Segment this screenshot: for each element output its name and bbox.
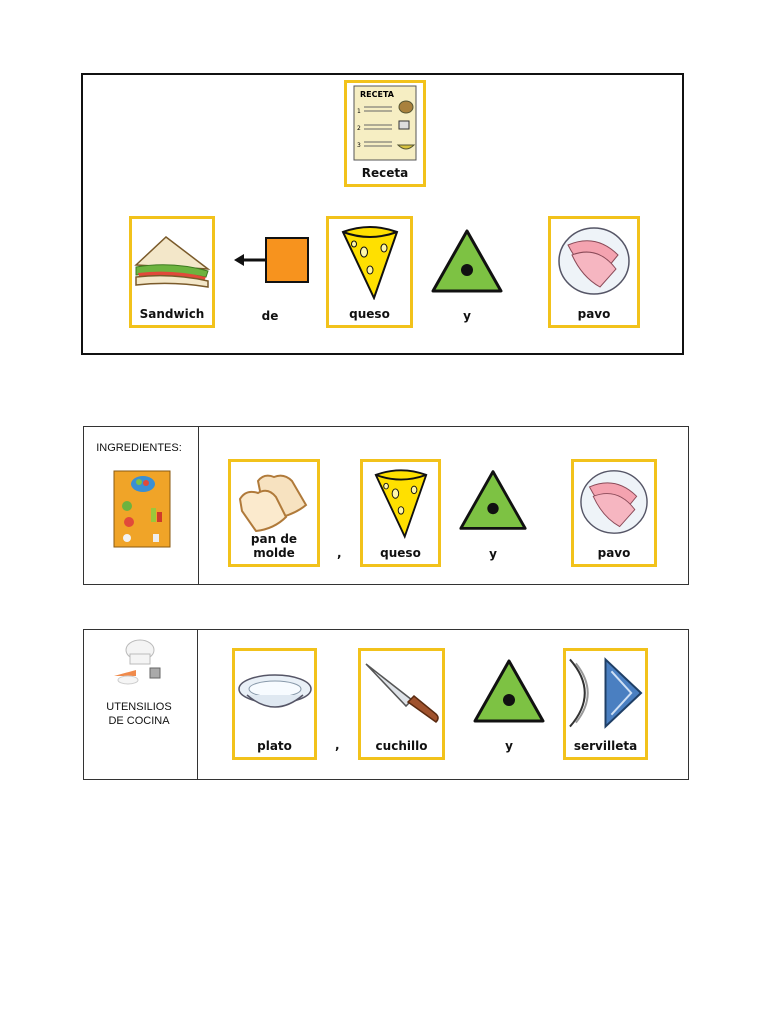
turkey-slices-icon (556, 225, 632, 297)
knife-label: cuchillo (375, 739, 428, 753)
svg-text:3: 3 (357, 141, 361, 149)
cheese-label: queso (349, 307, 390, 321)
turkey-label-ingredients: pavo (597, 546, 631, 560)
knife-icon (362, 660, 442, 726)
sandwich-label: Sandwich (139, 307, 205, 321)
ingredients-comma: , (337, 546, 342, 560)
plate-card (232, 648, 317, 760)
y-label: y (463, 309, 471, 323)
napkin-label: servilleta (573, 739, 638, 753)
svg-text:1: 1 (357, 107, 361, 115)
triangle-dot-icon (430, 228, 504, 294)
recipe-sheet-icon (352, 85, 418, 161)
cheese-icon (373, 465, 429, 539)
bread-icon (234, 471, 314, 533)
turkey-slices-icon (578, 468, 650, 536)
ingredients-heading: INGREDIENTES: (96, 442, 182, 454)
y-label-utensils: y (505, 739, 513, 753)
cheese-label-ingredients: queso (380, 546, 421, 560)
cheese-card (326, 216, 413, 328)
sandwich-icon (132, 231, 212, 291)
arrow-square-icon (232, 234, 312, 286)
turkey-card (548, 216, 640, 328)
sandwich-card (129, 216, 215, 328)
de-label: de (261, 309, 279, 323)
utensils-heading-line2: DE COCINA (108, 715, 170, 727)
bread-label: pan de molde (250, 532, 298, 560)
y-label-ingredients: y (489, 547, 497, 561)
napkin-icon (566, 655, 645, 731)
cheese-card-ingredients (360, 459, 441, 567)
triangle-dot-icon (472, 658, 546, 724)
napkin-card (563, 648, 648, 760)
svg-text:2: 2 (357, 124, 361, 132)
knife-card (358, 648, 445, 760)
turkey-label: pavo (577, 307, 611, 321)
ingredients-board-icon (113, 470, 171, 548)
utensils-comma: , (335, 738, 340, 752)
turkey-card-ingredients (571, 459, 657, 567)
cheese-icon (340, 222, 400, 300)
bread-card (228, 459, 320, 567)
plate-label: plato (257, 739, 292, 753)
chef-utensils-icon (106, 636, 174, 688)
svg-text:RECETA: RECETA (360, 89, 394, 99)
utensils-heading-line1: UTENSILIOS (106, 701, 172, 713)
triangle-dot-icon (458, 468, 528, 532)
utensils-heading (84, 700, 194, 728)
recipe-card-label: Receta (361, 166, 409, 180)
recipe-card (344, 80, 426, 187)
plate-icon (237, 671, 313, 715)
